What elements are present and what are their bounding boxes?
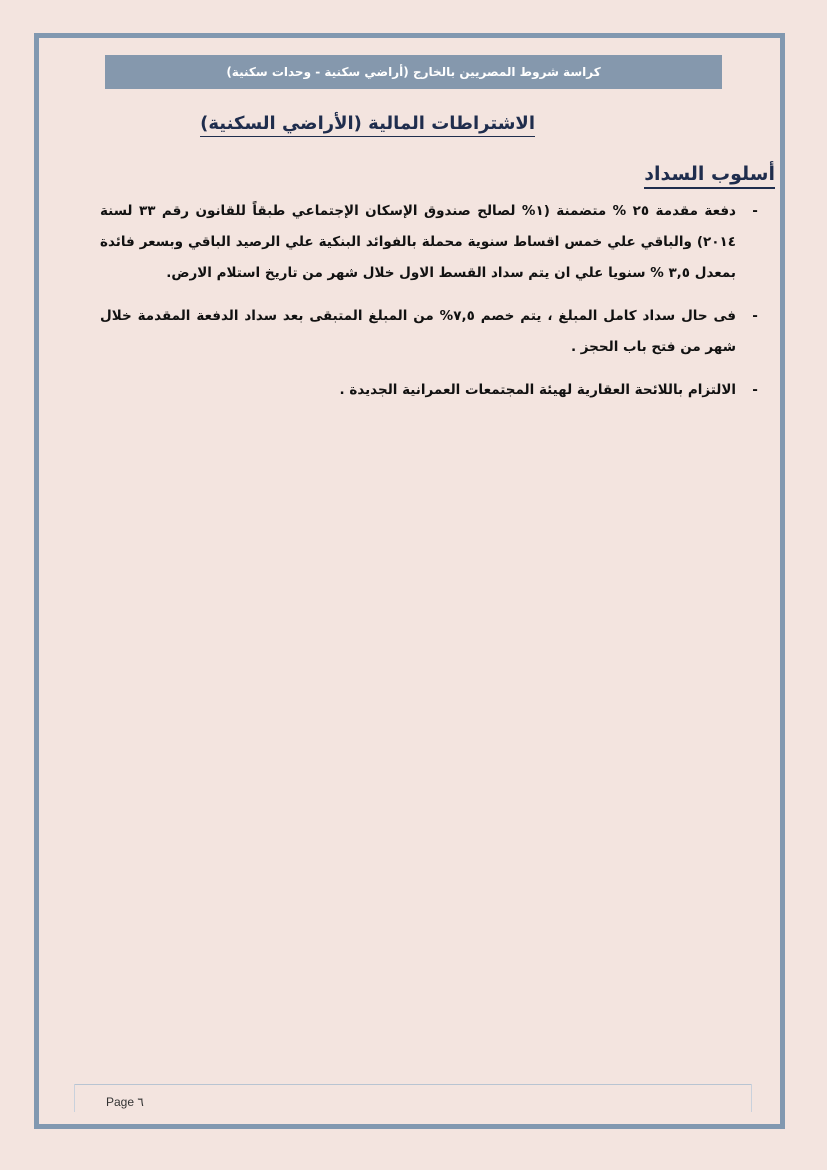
- list-item: [100, 196, 768, 289]
- page-number: Page ٦: [106, 1095, 144, 1109]
- list-item-text: دفعة مقدمة ٢٥ % متضمنة (١% لصالح صندوق الإسكان الإجتماعي طبقاً للقانون رقم ٣٣ لسنة ٢٠١٤) والباقي علي خمس اقساط سنوية محملة بالفوائد البنكية علي الرصيد الباقي وبسعر فائدة بمعدل ٣,٥ % سنويا علي ان يتم سداد القسط الاول خلال شهر من تاريخ استلام الارض.: [100, 203, 736, 281]
- page-title-text: الاشتراطات المالية (الأراضي السكنية): [200, 113, 535, 137]
- header-text: كراسة شروط المصريين بالخارج (أراضي سكنية - وحدات سكنية): [226, 65, 601, 79]
- list-item: [100, 375, 768, 406]
- section-heading: أسلوب السداد: [644, 162, 775, 189]
- footer-right-tick: [751, 1084, 752, 1112]
- bullet-marker: -: [752, 308, 758, 324]
- page-title: [150, 113, 535, 134]
- payment-terms-list: [100, 196, 768, 418]
- bullet-marker: -: [752, 203, 758, 219]
- list-item-text: فى حال سداد كامل المبلغ ، يتم خصم ٧,٥% من المبلغ المتبقى بعد سداد الدفعة المقدمة خلال شهر من فتح باب الحجز .: [100, 308, 736, 355]
- footer-divider: [74, 1084, 752, 1085]
- list-item-text: الالتزام باللائحة العقارية لهيئة المجتمعات العمرانية الجديدة .: [339, 382, 736, 398]
- list-item: [100, 301, 768, 363]
- bullet-marker: -: [752, 382, 758, 398]
- document-header: [105, 55, 722, 89]
- footer-left-tick: [74, 1084, 75, 1112]
